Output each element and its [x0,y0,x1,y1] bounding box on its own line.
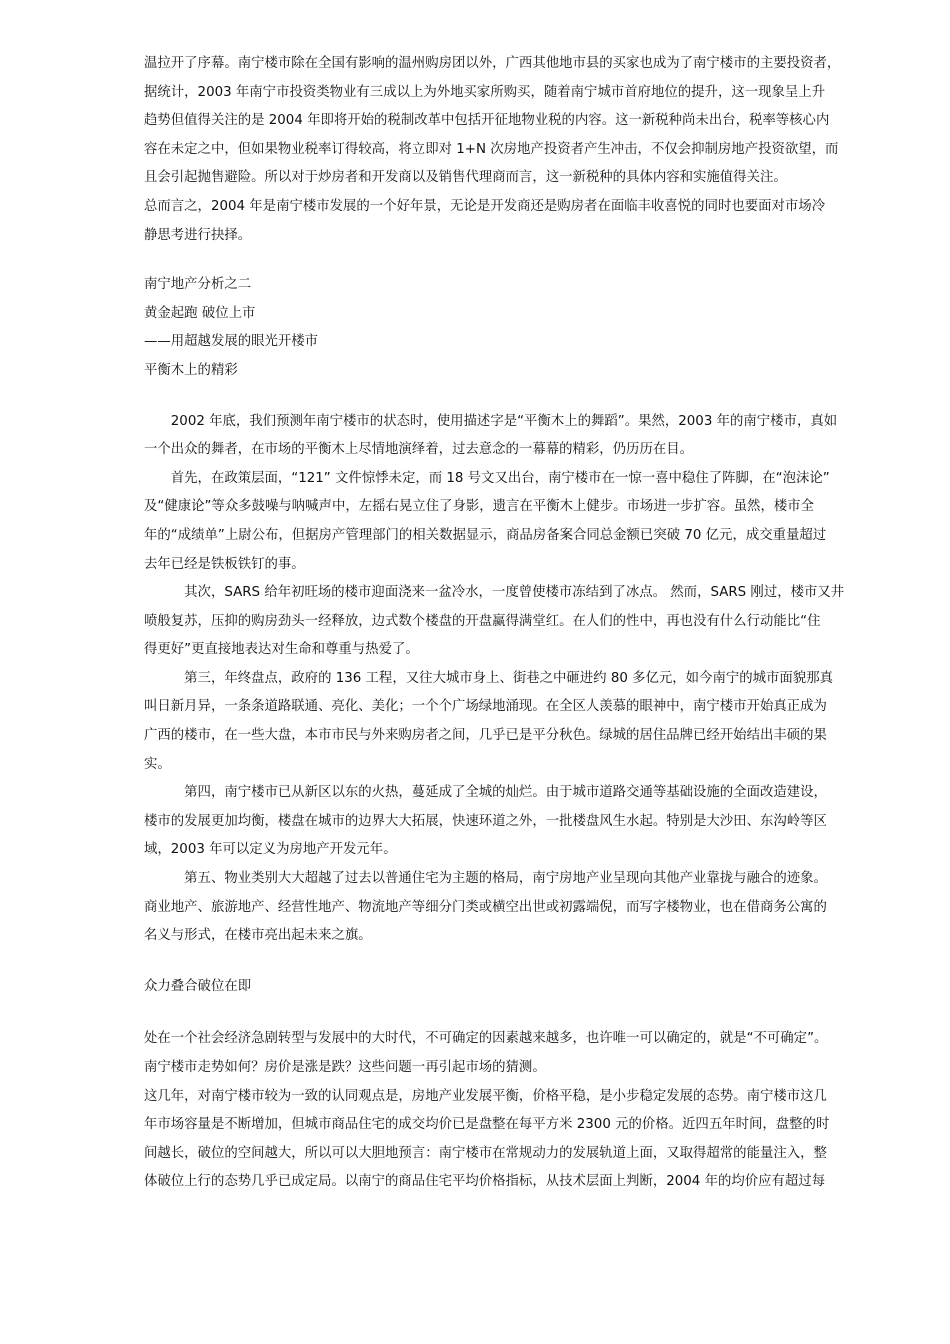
text-line: 且会引起抛售避险。所以对于炒房者和开发商以及销售代理商而言，这一新税种的具体内容和实施值得关注。 [144,170,787,186]
text-line: 间越长，破位的空间越大，所以可以大胆地预言：南宁楼市在常规动力的发展轨道上面，又取得超常的能量注入，整 [144,1145,827,1161]
text-line: 去年已经是铁板铁钉的事。 [144,556,305,572]
text-line: 静思考进行抉择。 [144,227,252,243]
text-line: 总而言之，2004 年是南宁楼市发展的一个好年景，无论是开发商还是购房者在面临丰收喜悦的同时也要面对市场冷 [144,198,826,214]
text-line: 处在一个社会经济急剧转型与发展中的大时代，不可确定的因素越来越多，也许唯一可以确定的，就是“不可确定”。 [144,1031,828,1047]
text-line: 及“健康论”等众多鼓噪与呐喊声中，左摇右晃立住了身影，遗言在平衡木上健步。市场进一步扩容。虽然，楼市全 [144,499,815,515]
spacer [144,951,880,973]
text-line: 趋势但值得关注的是 2004 年即将开始的税制改革中包括开征地物业税的内容。这一新税种尚未出台，税率等核心内 [144,113,830,129]
text-line: 第三，年终盘点，政府的 136 工程，又往大城市身上、街巷之中砸进约 80 多亿元，如今南宁的城市面貌那真 [144,670,833,686]
section-heading: 众力叠合破位在即 [144,978,252,994]
text-line: 楼市的发展更加均衡，楼盘在城市的边界大大拓展，快速环道之外，一批楼盘风生水起。特别是大沙田、东沟岭等区 [144,813,827,829]
paragraph-block-3 [144,1025,880,1197]
headline: 黄金起跑 破位上市 [144,305,256,321]
spacer [144,250,880,271]
paragraph-block-1 [144,50,880,250]
text-line: 实。 [144,756,171,772]
text-line: 这几年，对南宁楼市较为一致的认同观点是，房地产业发展平衡，价格平稳，是小步稳定发展的态势。南宁楼市这几 [144,1088,827,1104]
text-line: 容在未定之中，但如果物业税率订得较高，将立即对 1+N 次房地产投资者产生冲击，不仅会抑制房地产投资欲望，而 [144,141,839,157]
text-line: 年的“成绩单”上尉公布，但据房产管理部门的相关数据显示，商品房备案合同总金额已突破 70 亿元，成交重量超过 [144,527,827,543]
text-line: 广西的楼市，在一些大盘，本市市民与外来购房者之间，几乎已是平分秋色。绿城的居住品牌已经开始结出丰硕的果 [144,728,827,744]
text-line: 第五、物业类别大大超越了过去以普通住宅为主题的格局，南宁房地产业呈现向其他产业靠拢与融合的迹象。 [144,871,827,887]
text-line: 首先，在政策层面，“121” 文件惊悸未定，而 18 号文又出台，南宁楼市在一惊一喜中稳住了阵脚，在“泡沫论” [144,470,830,486]
text-line: 温拉开了序幕。南宁楼市除在全国有影响的温州购房团以外，广西其他地市县的买家也成为了南宁楼市的主要投资者， [144,56,841,71]
text-line: 域，2003 年可以定义为房地产开发元年。 [144,842,397,858]
text-line: 一个出众的舞者，在市场的平衡木上尽情地演绎着，过去意念的一幕幕的精彩，仍历历在目。 [144,442,694,458]
text-line: 第四，南宁楼市已从新区以东的火热，蔓延成了全城的灿烂。由于城市道路交通等基础设施的全面改造建设， [144,785,827,801]
text-line: 体破位上行的态势几乎已成定局。以南宁的商品住宅平均价格指标，从技术层面上判断，2004 年的均价应有超过每 [144,1174,826,1190]
text-line: 喷般复苏，压抑的购房劲头一经释放，边式数个楼盘的开盘赢得满堂红。在人们的性中，再也没有什么行动能比“住 [144,613,821,629]
subsection-heading: 平衡木上的精彩 [144,362,238,378]
section-title-block [144,271,880,385]
text-line: 叫日新月异，一条条道路联通、亮化、美化；一个个广场绿地涌现。在全区人羡慕的眼神中，南宁楼市开始真正成为 [144,699,827,715]
text-line: 据统计，2003 年南宁市投资类物业有三成以上为外地买家所购买，随着南宁城市首府地位的提升，这一现象呈上升 [144,84,826,100]
subheadline: ——用超越发展的眼光开楼市 [144,334,319,350]
spacer [144,1001,880,1025]
section-title: 南宁地产分析之二 [144,277,252,293]
document-page [144,50,880,1197]
text-line: 名义与形式，在楼市亮出起未来之旗。 [144,928,372,944]
text-line: 年市场容量是不断增加，但城市商品住宅的成交均价已是盘整在每平方米 2300 元的价格。近四五年时间，盘整的时 [144,1117,830,1133]
text-line: 2002 年底，我们预测年南宁楼市的状态时，使用描述字是“平衡木上的舞蹈”。果然，2003 年的南宁楼市，真如 [144,413,838,429]
spacer [144,386,880,408]
paragraph-block-2 [144,408,880,951]
text-line: 商业地产、旅游地产、经营性地产、物流地产等细分门类或横空出世或初露端倪，而写字楼物业，也在借商务公寓的 [144,899,827,915]
text-line: 其次，SARS 给年初旺场的楼市迎面浇来一盆冷水，一度曾使楼市冻结到了冰点。 然而，SARS 刚过，楼市又井 [144,585,845,601]
text-line: 南宁楼市走势如何？房价是涨是跌？这些问题一再引起市场的猜测。 [144,1060,546,1075]
text-line: 得更好”更直接地表达对生命和尊重与热爱了。 [144,642,419,658]
